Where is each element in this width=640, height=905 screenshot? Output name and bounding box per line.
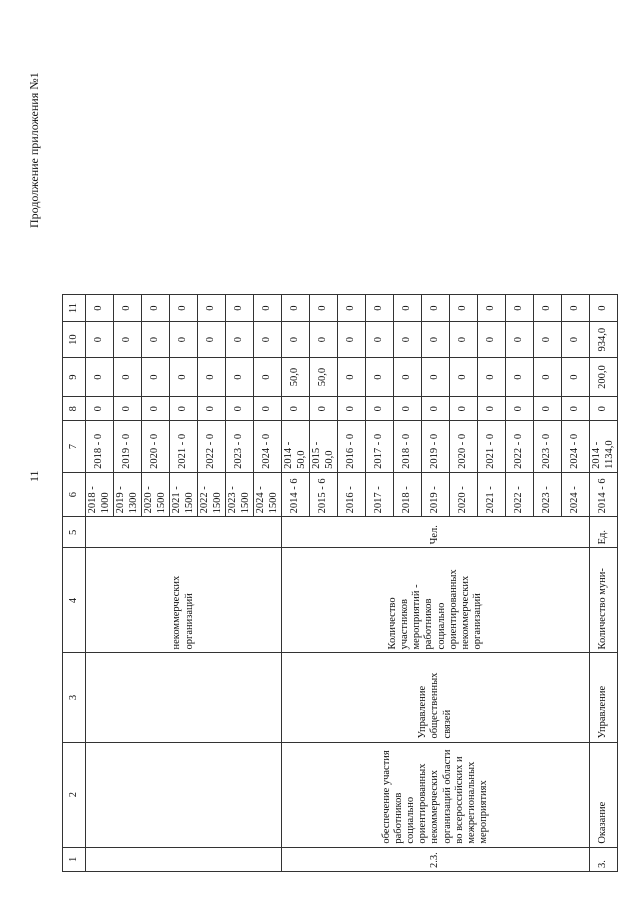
value-cell: 0 [506,397,534,421]
indicator-cell: Количество муни- [590,548,618,653]
value-cell: 0 [226,358,254,397]
col-header: 7 [63,421,86,472]
fact-cell: 2016 - 0 [338,421,366,472]
col-header: 4 [63,548,86,653]
fact-cell: 2018 - 0 [86,421,114,472]
value-cell: 0 [86,295,114,322]
fact-cell: 2014 - 50,0 [282,421,310,472]
value-cell: 0 [422,295,450,322]
value-cell: 0 [562,322,590,358]
plan-cell: 2024 - 1500 [254,472,282,516]
plan-cell: 2017 - [366,472,394,516]
value-cell: 0 [170,358,198,397]
value-cell: 0 [394,397,422,421]
value-cell: 0 [226,295,254,322]
value-cell: 0 [562,358,590,397]
value-cell: 0 [478,358,506,397]
value-cell: 0 [422,358,450,397]
value-cell: 0 [338,358,366,397]
plan-cell: 2022 - 1500 [198,472,226,516]
fact-cell: 2022 - 0 [198,421,226,472]
fact-cell: 2024 - 0 [254,421,282,472]
col-header: 10 [63,322,86,358]
plan-cell: 2019 - 1300 [114,472,142,516]
value-cell: 0 [198,322,226,358]
value-cell: 0 [170,322,198,358]
executor-cell: Управление общественных связей [282,653,590,742]
value-cell: 0 [478,397,506,421]
event-cell [86,742,282,847]
value-cell: 934,0 [590,322,618,358]
appendix-table [62,294,618,872]
plan-cell: 2018 - 1000 [86,472,114,516]
fact-cell: 2020 - 0 [142,421,170,472]
fact-cell: 2020 - 0 [450,421,478,472]
plan-cell: 2022 - [506,472,534,516]
fact-cell: 2023 - 0 [534,421,562,472]
indicator-cell: Количество участников мероприятий - работников социально ориентированных некоммерческих организаций [282,548,590,653]
value-cell: 0 [282,322,310,358]
fact-cell: 2018 - 0 [394,421,422,472]
value-cell: 0 [282,397,310,421]
page-number: 11 [27,470,41,482]
col-header: 9 [63,358,86,397]
value-cell: 0 [338,322,366,358]
table-row [590,295,618,872]
fact-cell: 2024 - 0 [562,421,590,472]
value-cell: 0 [170,397,198,421]
value-cell: 0 [338,397,366,421]
header-row [63,295,86,872]
value-cell: 0 [366,295,394,322]
unit-cell: Ед. [590,517,618,548]
plan-cell: 2020 - 1500 [142,472,170,516]
table-row [86,295,114,872]
plan-cell: 2021 - [478,472,506,516]
fact-cell: 2021 - 0 [170,421,198,472]
value-cell: 0 [366,322,394,358]
plan-cell: 2016 - [338,472,366,516]
value-cell: 0 [226,397,254,421]
value-cell: 0 [534,358,562,397]
value-cell: 0 [422,322,450,358]
appendix-table-container [62,294,618,872]
plan-cell: 2018 - [394,472,422,516]
row-number: 3. [590,847,618,871]
value-cell: 0 [562,397,590,421]
value-cell: 0 [590,295,618,322]
value-cell: 0 [86,358,114,397]
value-cell: 0 [534,322,562,358]
value-cell: 0 [310,295,338,322]
value-cell: 0 [590,397,618,421]
value-cell: 0 [366,358,394,397]
value-cell: 0 [450,358,478,397]
value-cell: 0 [478,322,506,358]
value-cell: 0 [478,295,506,322]
value-cell: 0 [450,295,478,322]
value-cell: 0 [562,295,590,322]
event-cell: обеспечение участия работников социально ориентированных некоммерческих организаций области во всероссийских и межрегиональных мероприятиях [282,742,590,847]
plan-cell: 2014 - 6 [282,472,310,516]
value-cell: 0 [198,397,226,421]
value-cell: 0 [114,397,142,421]
value-cell: 0 [114,322,142,358]
plan-cell: 2014 - 6 [590,472,618,516]
unit-cell: Чел. [282,517,590,548]
value-cell: 0 [226,322,254,358]
value-cell: 0 [170,295,198,322]
row-number [86,847,282,871]
fact-cell: 2019 - 0 [422,421,450,472]
value-cell: 50,0 [282,358,310,397]
value-cell: 0 [450,397,478,421]
value-cell: 0 [394,322,422,358]
value-cell: 0 [142,397,170,421]
value-cell: 0 [534,295,562,322]
col-header: 6 [63,472,86,516]
col-header: 8 [63,397,86,421]
unit-cell [86,517,282,548]
fact-cell: 2019 - 0 [114,421,142,472]
value-cell: 0 [254,358,282,397]
value-cell: 0 [394,358,422,397]
value-cell: 0 [86,397,114,421]
plan-cell: 2024 - [562,472,590,516]
value-cell: 0 [254,322,282,358]
value-cell: 200,0 [590,358,618,397]
value-cell: 0 [254,397,282,421]
table-body [63,295,618,872]
appendix-note: Продолжение приложения №1 [27,72,41,228]
value-cell: 0 [86,322,114,358]
value-cell: 0 [114,295,142,322]
value-cell: 0 [114,358,142,397]
value-cell: 0 [506,322,534,358]
fact-cell: 2023 - 0 [226,421,254,472]
plan-cell: 2019 - [422,472,450,516]
fact-cell: 2017 - 0 [366,421,394,472]
value-cell: 0 [198,295,226,322]
value-cell: 0 [310,322,338,358]
value-cell: 0 [506,358,534,397]
col-header: 5 [63,517,86,548]
fact-cell: 2015 - 50,0 [310,421,338,472]
value-cell: 0 [422,397,450,421]
fact-cell: 2022 - 0 [506,421,534,472]
col-header: 3 [63,653,86,742]
value-cell: 50,0 [310,358,338,397]
row-number: 2.3. [282,847,590,871]
value-cell: 0 [254,295,282,322]
col-header: 11 [63,295,86,322]
indicator-cell: некоммерческих организаций [86,548,282,653]
value-cell: 0 [338,295,366,322]
value-cell: 0 [506,295,534,322]
value-cell: 0 [394,295,422,322]
fact-cell: 2021 - 0 [478,421,506,472]
value-cell: 0 [282,295,310,322]
executor-cell: Управление [590,653,618,742]
plan-cell: 2023 - 1500 [226,472,254,516]
executor-cell [86,653,282,742]
col-header: 1 [63,847,86,871]
value-cell: 0 [198,358,226,397]
plan-cell: 2021 - 1500 [170,472,198,516]
plan-cell: 2023 - [534,472,562,516]
value-cell: 0 [450,322,478,358]
plan-cell: 2020 - [450,472,478,516]
value-cell: 0 [142,295,170,322]
plan-cell: 2015 - 6 [310,472,338,516]
value-cell: 0 [534,397,562,421]
fact-cell: 2014 - 1134,0 [590,421,618,472]
table-row [282,295,310,872]
value-cell: 0 [142,322,170,358]
event-cell: Оказание [590,742,618,847]
value-cell: 0 [366,397,394,421]
col-header: 2 [63,742,86,847]
value-cell: 0 [310,397,338,421]
value-cell: 0 [142,358,170,397]
